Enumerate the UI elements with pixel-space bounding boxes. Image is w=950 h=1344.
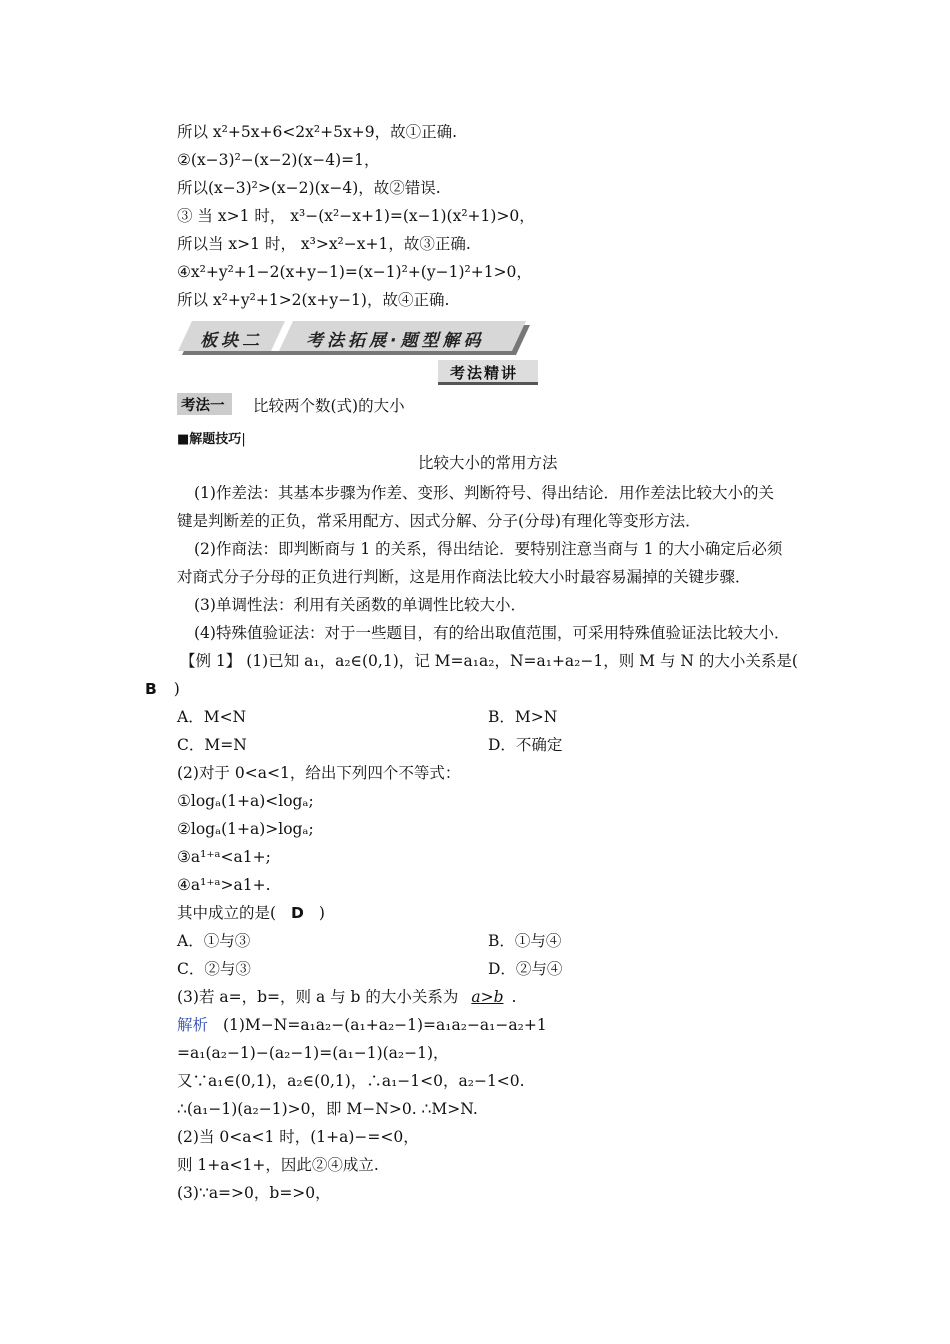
option-d: D．不确定: [488, 736, 563, 754]
example-head: 【例 1】: [180, 652, 242, 670]
option-c: C．M=N: [177, 736, 247, 754]
paragraph: (2)作商法：即判断商与 1 的关系，得出结论．要特别注意当商与 1 的大小确定后必须: [194, 540, 783, 558]
solution-line: 则 1+a<1+，因此②④成立.: [177, 1156, 379, 1174]
skills-label: 解题技巧: [189, 432, 242, 447]
paragraph: 键是判断差的正负，常采用配方、因式分解、分子(分母)有理化等变形方法．: [177, 512, 701, 530]
option-c: C．②与③: [177, 960, 251, 978]
q3-text: (3)若 a=，b=，则 a 与 b 的大小关系为 a>b .: [177, 988, 517, 1006]
method-title: 比较两个数(式)的大小: [253, 397, 405, 415]
text-line: 所以 x²+5x+6<2x²+5x+9，故①正确.: [177, 123, 457, 141]
solution-line: (2)当 0<a<1 时，(1+a)−=<0，: [177, 1128, 419, 1146]
option-a: A．①与③: [177, 932, 251, 950]
text-line: 所以当 x>1 时， x³>x²−x+1，故③正确.: [177, 235, 471, 253]
q1-answer: B: [145, 680, 157, 698]
section-tag: [438, 360, 542, 384]
solution-label: 解析: [177, 1016, 209, 1034]
q2-ask: 其中成立的是( D ): [177, 904, 325, 922]
section-title: 比较大小的常用方法: [418, 454, 558, 472]
q3-answer: a>b: [471, 988, 504, 1006]
option-b: B．M>N: [488, 708, 558, 726]
banner-right-label: 考法拓展·题型解码: [306, 331, 485, 351]
paragraph: (1)作差法：其基本步骤为作差、变形、判断符号、得出结论．用作差法比较大小的关: [194, 484, 774, 502]
banner-left-label: 板块二: [200, 331, 263, 351]
paragraph: (4)特殊值验证法：对于一些题目，有的给出取值范围，可采用特殊值验证法比较大小．: [194, 624, 790, 642]
solution-line: =a₁(a₂−1)−(a₂−1)=(a₁−1)(a₂−1)，: [177, 1044, 449, 1062]
text-line: 所以 x²+y²+1>2(x+y−1)，故④正确.: [177, 291, 450, 309]
q1-answer-line: B ): [145, 680, 180, 698]
example-q1: [180, 651, 798, 671]
q2-item: ①logₐ(1+a)<logₐ;: [177, 792, 314, 810]
text-line: ③ 当 x>1 时， x³−(x²−x+1)=(x−1)(x²+1)>0，: [177, 207, 535, 225]
text-line: 所以(x−3)²>(x−2)(x−4)，故②错误.: [177, 179, 441, 197]
option-a: A．M<N: [177, 708, 247, 726]
q2-item: ③a¹⁺ᵃ<a1+;: [177, 848, 271, 866]
q2-item: ②logₐ(1+a)>logₐ;: [177, 820, 314, 838]
paragraph: 对商式分子分母的正负进行判断，这是用作商法比较大小时最容易漏掉的关键步骤．: [177, 568, 751, 586]
tag-label: 考法精讲: [450, 364, 519, 382]
solution-line: 解析 (1)M−N=a₁a₂−(a₁+a₂−1)=a₁a₂−a₁−a₂+1: [177, 1016, 547, 1034]
solution-line: ∴(a₁−1)(a₂−1)>0，即 M−N>0. ∴M>N.: [177, 1100, 478, 1118]
q2-text: (2)对于 0<a<1，给出下列四个不等式：: [177, 764, 461, 782]
skills-heading: ■解题技巧|: [177, 432, 246, 447]
section-banner: [178, 321, 533, 353]
method-label-box: 考法一: [177, 393, 232, 415]
text-line: ②(x−3)²−(x−2)(x−4)=1，: [177, 151, 380, 169]
solution-line: (3)∵a=>0，b=>0，: [177, 1184, 331, 1202]
solution-line: 又∵a₁∈(0,1)，a₂∈(0,1)，∴a₁−1<0，a₂−1<0.: [177, 1072, 525, 1090]
paragraph: (3)单调性法：利用有关函数的单调性比较大小．: [194, 596, 526, 614]
text-line: ④x²+y²+1−2(x+y−1)=(x−1)²+(y−1)²+1>0，: [177, 263, 532, 281]
option-b: B．①与④: [488, 932, 562, 950]
q2-item: ④a¹⁺ᵃ>a1+.: [177, 876, 271, 894]
q1-text: (1)已知 a₁，a₂∈(0,1)，记 M=a₁a₂，N=a₁+a₂−1，则 M 与 N 的大小关系是(: [246, 652, 798, 670]
square-bullet-icon: ■: [177, 432, 190, 447]
q2-answer: D: [291, 904, 304, 922]
option-d: D．②与④: [488, 960, 563, 978]
